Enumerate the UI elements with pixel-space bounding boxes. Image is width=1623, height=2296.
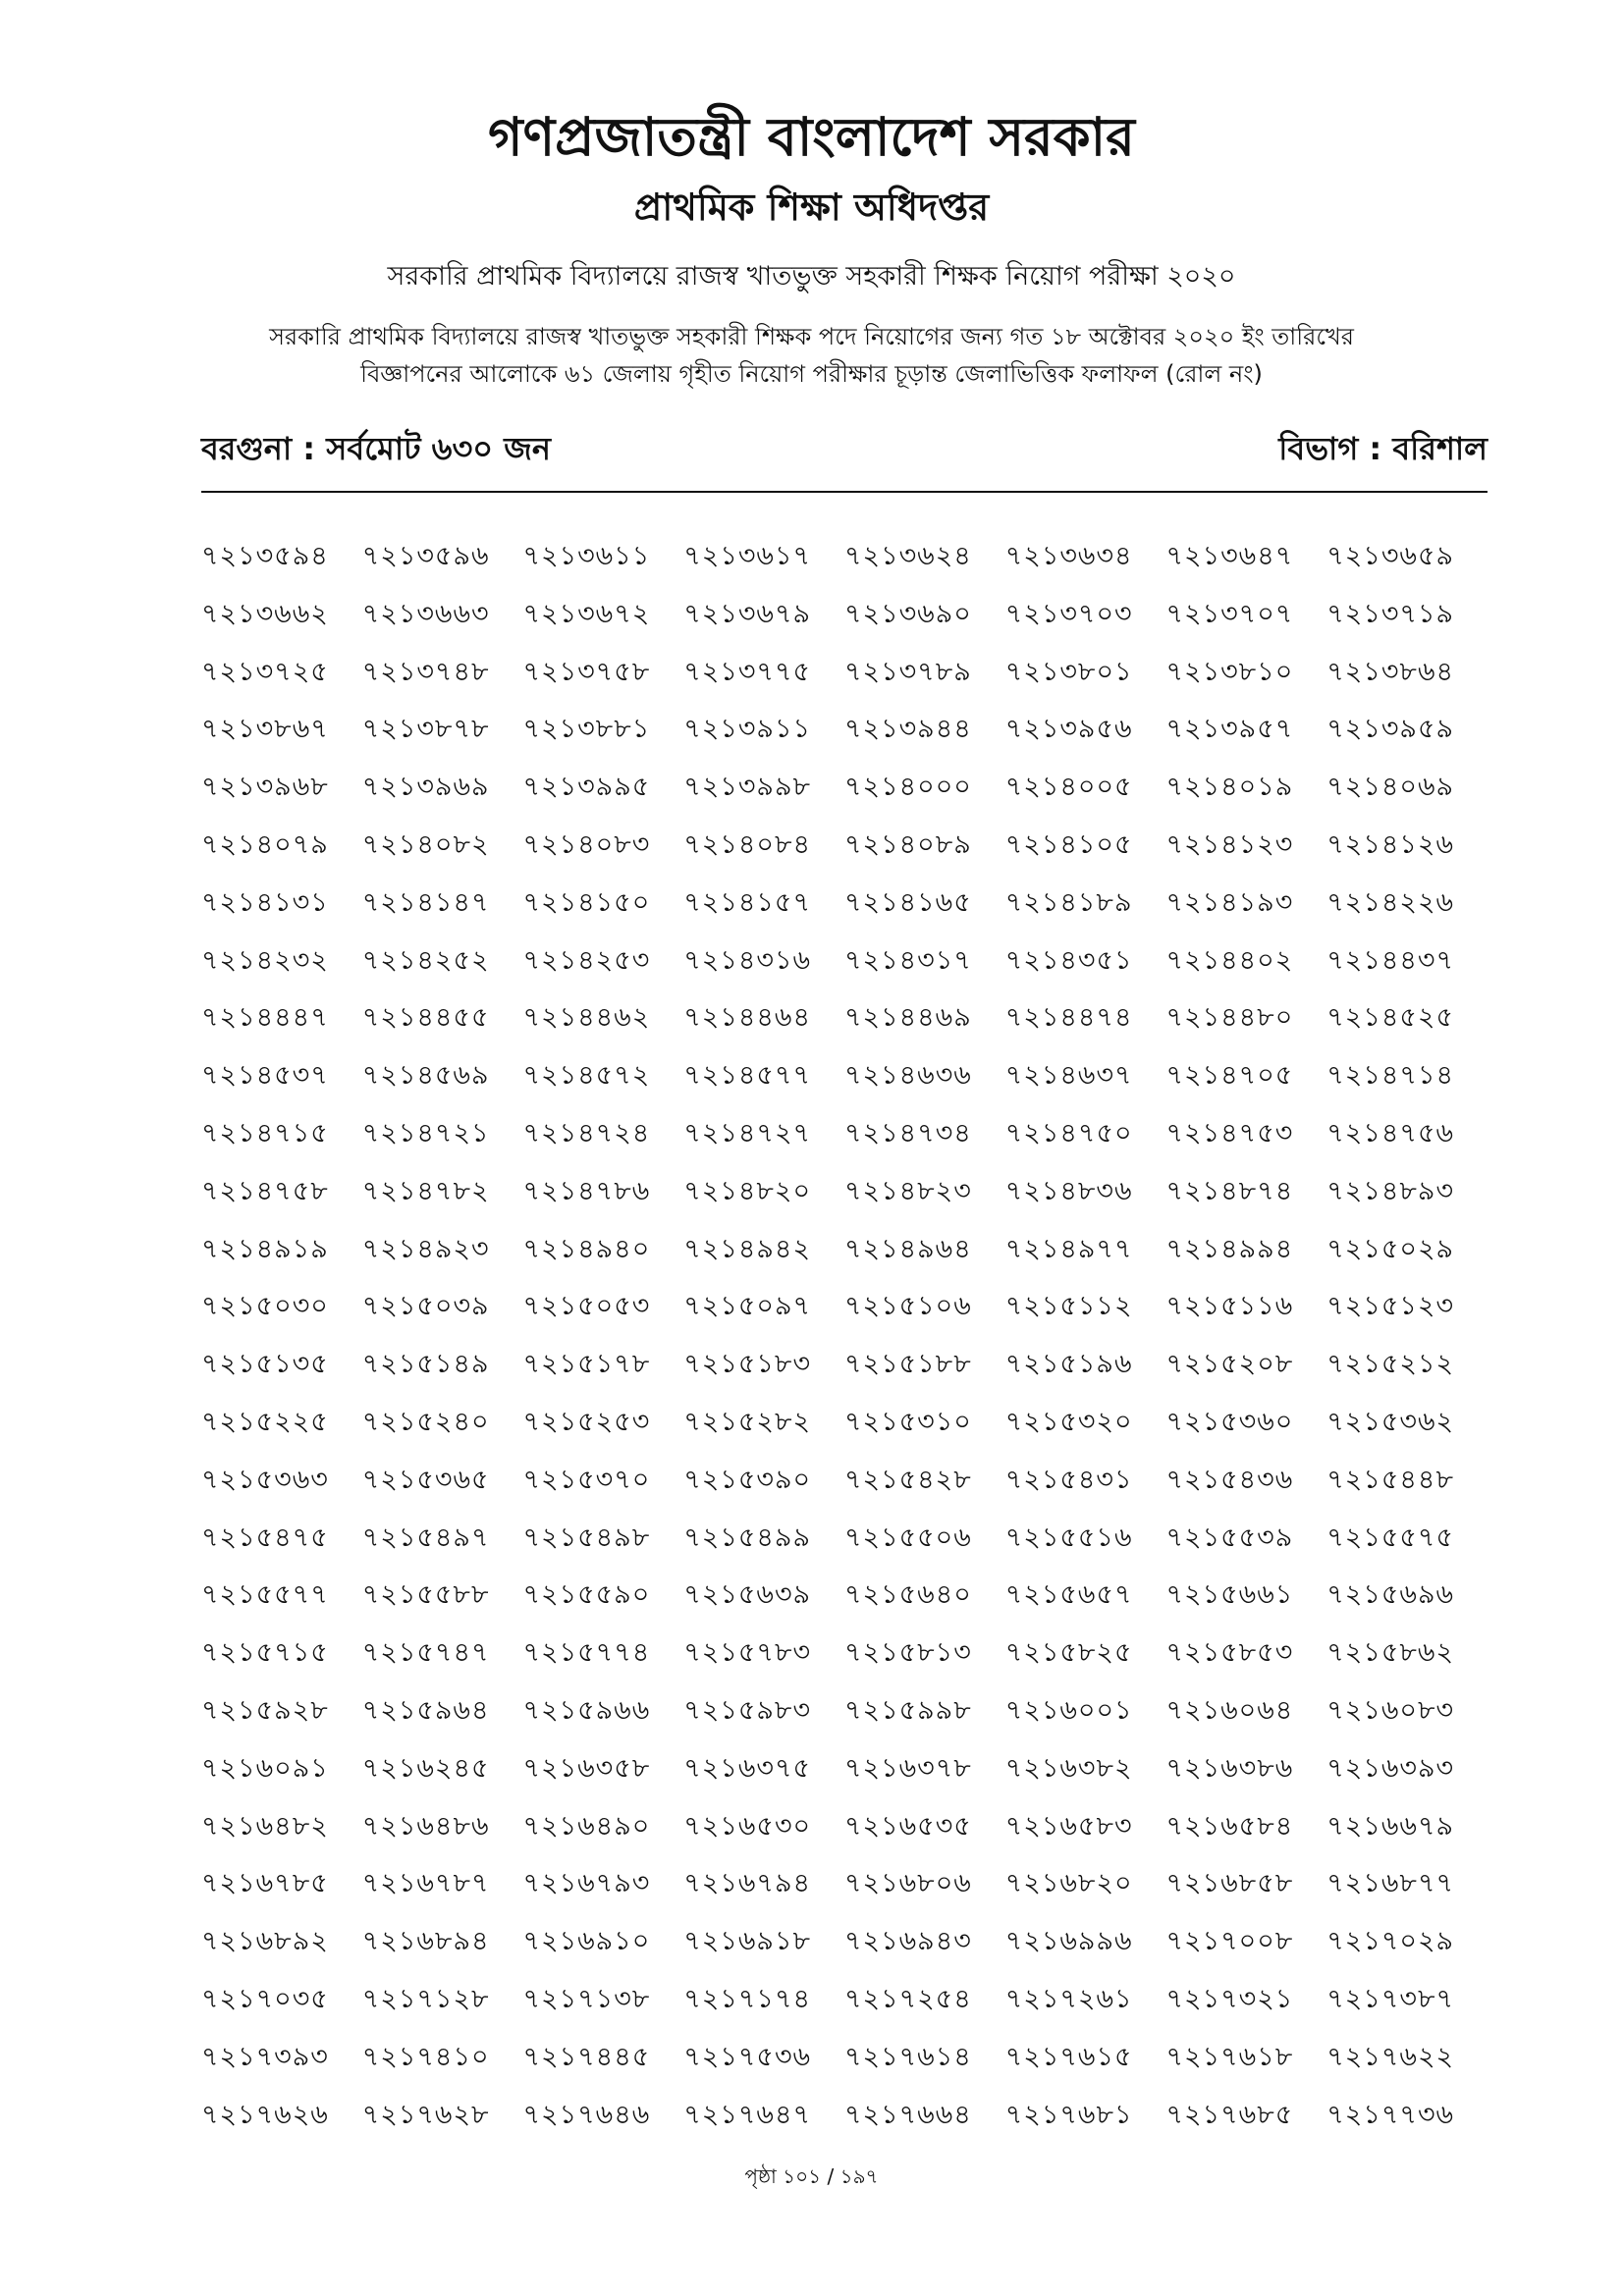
roll-number: ৭২১৫৯৯৮ [844,1694,972,1726]
roll-number: ৭২১৪০০৫ [1004,772,1133,803]
roll-number: ৭২১৪২৫২ [361,944,490,976]
roll-number: ৭২১৩৯৬৯ [361,772,490,803]
roll-number: ৭২১৩৫৯৪ [201,541,329,571]
roll-number-grid [201,528,1488,2144]
roll-number: ৭২১৪১৬৫ [844,886,972,918]
roll-number: ৭২১৪৮৭৪ [1165,1175,1294,1206]
roll-number: ৭২১৫৯২৮ [201,1694,329,1726]
roll-number: ৭২১৫৩৬৫ [361,1464,490,1495]
roll-number: ৭২১৭৬৪৬ [522,2099,651,2130]
roll-number: ৭২১৪১৫০ [522,886,651,918]
roll-number: ৭২১৭৬৬৪ [844,2099,972,2130]
roll-number: ৭২১৩৬২৪ [844,541,972,571]
roll-number: ৭২১৪৯২৩ [361,1233,490,1264]
roll-number: ৭২১৪৭২১ [361,1117,490,1148]
roll-number: ৭২১৫০৯৭ [683,1291,812,1322]
roll-number: ৭২১৭৬২৮ [361,2099,490,2130]
roll-number: ৭২১৫০২৯ [1326,1233,1455,1264]
roll-number: ৭২১৪০৮২ [361,828,490,860]
roll-number: ৭২১৫৪৯৭ [361,1522,490,1553]
roll-number: ৭২১৭৪১০ [361,2041,490,2072]
notice-text [0,318,1623,393]
roll-number: ৭২১৩৮০১ [1004,656,1133,687]
roll-number: ৭২১৪০৭৯ [201,828,329,860]
roll-number: ৭২১৭১৭৪ [683,1983,812,2014]
roll-number: ৭২১৪৯৪০ [522,1233,651,1264]
roll-number: ৭২১৪৭১৫ [201,1117,329,1148]
roll-number: ৭২১৪৭১৪ [1326,1060,1454,1092]
roll-number: ৭২১৪০৮৯ [844,828,972,860]
roll-number: ৭২১৪৭০৫ [1165,1060,1294,1092]
roll-number: ৭২১৩৯৫৭ [1165,714,1294,745]
roll-number: ৭২১৬২৪৫ [361,1752,490,1784]
roll-number: ৭২১৭০০৮ [1165,1926,1294,1957]
roll-number: ৭২১৫৮২৫ [1004,1637,1133,1669]
roll-number: ৭২১৪৪৬৪ [683,1002,811,1034]
roll-number: ৭২১৪১৪৭ [361,886,490,918]
roll-number: ৭২১৪৭৫০ [1004,1117,1133,1148]
roll-number: ৭২১৫৫৭৭ [201,1579,329,1611]
roll-number: ৭২১৩৭৭৫ [683,656,812,687]
roll-number: ৭২১৫৮৬২ [1326,1637,1455,1669]
roll-number: ৭২১৩৬৬৩ [361,598,490,629]
roll-number: ৭২১৫৫৩৯ [1165,1522,1294,1553]
roll-number: ৭২১৫১২৩ [1326,1291,1455,1322]
roll-number: ৭২১৩৯৬৮ [201,772,329,803]
roll-number: ৭২১৬৩৮৬ [1165,1752,1294,1784]
roll-number: ৭২১৫২১২ [1326,1349,1455,1380]
roll-number: ৭২১৩৯৫৯ [1326,714,1454,745]
roll-number: ৭২১৪১৯৩ [1165,886,1294,918]
roll-number: ৭২১৩৯৫৬ [1004,714,1133,745]
roll-number: ৭২১৩৫৯৬ [361,541,490,571]
roll-number: ৭২১৬৪৯০ [522,1810,651,1842]
roll-number: ৭২১৩৯৯৫ [522,772,651,803]
roll-number: ৭২১৪৬৩৭ [1004,1060,1133,1092]
roll-number: ৭২১৫৩২০ [1004,1406,1133,1437]
roll-number: ৭২১৪৪৬২ [522,1002,651,1034]
roll-number: ৭২১৭৬২৬ [201,2099,329,2130]
roll-number: ৭২১৩৮৬৭ [201,714,329,745]
roll-number: ৭২১৪২৩২ [201,944,329,976]
roll-number: ৭২১৬৬৭৯ [1326,1810,1455,1842]
roll-number: ৭২১৩৮৭৮ [361,714,490,745]
roll-number: ৭২১৬৮৭৭ [1326,1868,1455,1899]
roll-number: ৭২১৩৬৯০ [844,598,972,629]
roll-number: ৭২১৬৭৮৫ [201,1868,329,1899]
roll-number: ৭২১৭৬৮৫ [1165,2099,1294,2130]
page-number: পৃষ্ঠা ১০১ / ১৯৭ [744,2164,879,2188]
roll-number: ৭২১৪৭৮৬ [522,1175,651,1206]
roll-number: ৭২১৪৮২০ [683,1175,812,1206]
roll-number: ৭২১৩৮১০ [1165,656,1294,687]
roll-number: ৭২১৬৫৩৫ [844,1810,972,1842]
roll-number: ৭২১৫৬৫৭ [1004,1579,1133,1611]
roll-number: ৭২১৬৭৯৩ [522,1868,651,1899]
roll-number: ৭২১৫৬৬১ [1165,1579,1294,1611]
roll-number: ৭২১৪৫৬৯ [361,1060,490,1092]
roll-number: ৭২১৬৫৮৩ [1004,1810,1133,1842]
roll-number: ৭২১৫৪৯৯ [683,1522,811,1553]
roll-number: ৭২১৫১০৬ [844,1291,972,1322]
roll-number: ৭২১৭৬২২ [1326,2041,1455,2072]
roll-number: ৭২১৪১০৫ [1004,828,1133,860]
roll-number: ৭২১৫২৪০ [361,1406,490,1437]
roll-number: ৭২১৬৩৯৩ [1326,1752,1455,1784]
roll-number: ৭২১৬৩৫৮ [522,1752,651,1784]
roll-number: ৭২১৬০৬৪ [1165,1694,1294,1726]
roll-number: ৭২১৫৪২৮ [844,1464,972,1495]
roll-number: ৭২১৬৪৮৬ [361,1810,490,1842]
roll-number: ৭২১৩৭১৯ [1326,598,1455,629]
exam-title: সরকারি প্রাথমিক বিদ্যালয়ে রাজস্ব খাতভুক্ত সহকারী শিক্ষক নিয়োগ পরীক্ষা ২০২০ [387,261,1236,292]
roll-number: ৭২১৫০৫৩ [522,1291,651,1322]
roll-number: ৭২১৪৯১৯ [201,1233,329,1264]
roll-number: ৭২১৬৮৫৮ [1165,1868,1294,1899]
roll-number: ৭২১৪৩৫১ [1004,944,1133,976]
roll-number: ৭২১৭০২৯ [1326,1926,1455,1957]
government-title: গণপ্রজাতন্ত্রী বাংলাদেশ সরকার [488,106,1135,168]
roll-number: ৭২১৬০০১ [1004,1694,1133,1726]
roll-number: ৭২১৬৩৮২ [1004,1752,1133,1784]
roll-number: ৭২১৫৬৪০ [844,1579,972,1611]
roll-number: ৭২১৫৩৯০ [683,1464,812,1495]
roll-number: ৭২১৪৫৭৭ [683,1060,812,1092]
roll-number: ৭২১৫৯৬৪ [361,1694,490,1726]
roll-number: ৭২১৫৫৭৫ [1326,1522,1454,1553]
roll-number: ৭২১৫৪৭৫ [201,1522,329,1553]
roll-number: ৭২১৫৩৬০ [1165,1406,1294,1437]
roll-number: ৭২১৩৭০৭ [1165,598,1294,629]
roll-number: ৭২১৫৯৮৩ [683,1694,811,1726]
roll-number: ৭২১৭৬১৫ [1004,2041,1133,2072]
roll-number: ৭২১৩৭৪৮ [361,656,490,687]
department-title: প্রাথমিক শিক্ষা অধিদপ্তর [633,186,990,229]
roll-number: ৭২১৬৮২০ [1004,1868,1133,1899]
roll-number: ৭২১৫২২৫ [201,1406,329,1437]
roll-number: ৭২১৬০৯১ [201,1752,329,1784]
district-total: বরগুনা : সর্বমোট ৬৩০ জন [201,430,551,467]
notice-line-2: বিজ্ঞাপনের আলোকে ৬১ জেলায় গৃহীত নিয়োগ পরীক্ষার চূড়ান্ত জেলাভিত্তিক ফলাফল (রোল নং) [360,360,1263,388]
roll-number: ৭২১৩৯১১ [683,714,811,745]
roll-number: ৭২১৩৯৪৪ [844,714,972,745]
roll-number: ৭২১৪০৮৪ [683,828,811,860]
roll-number: ৭২১৪৬৩৬ [844,1060,972,1092]
roll-number: ৭২১৪৪৭৪ [1004,1002,1133,1034]
roll-number: ৭২১৬৮৯২ [201,1926,329,1957]
roll-number: ৭২১৭৫৩৬ [683,2041,812,2072]
roll-number: ৭২১৪২৫৩ [522,944,651,976]
roll-number: ৭২১৬০৮৩ [1326,1694,1455,1726]
roll-number: ৭২১৫৮১৩ [844,1637,972,1669]
roll-number: ৭২১৪৮২৩ [844,1175,972,1206]
roll-number: ৭২১৬৯৯৬ [1004,1926,1133,1957]
roll-number: ৭২১৬৯১৮ [683,1926,811,1957]
roll-number: ৭২১৪৩১৭ [844,944,972,976]
division-label: বিভাগ : বরিশাল [1278,430,1488,467]
roll-number: ৭২১৫০৩৯ [361,1291,490,1322]
roll-number: ৭২১৪৪৮০ [1165,1002,1294,1034]
roll-number: ৭২১৪৭৫৬ [1326,1117,1455,1148]
roll-number: ৭২১৪৪৩৭ [1326,944,1455,976]
roll-number: ৭২১৪৫৩৭ [201,1060,329,1092]
roll-number: ৭২১৭৪৪৫ [522,2041,651,2072]
roll-number: ৭২১৬৮৯৪ [361,1926,490,1957]
roll-number: ৭২১৪২২৬ [1326,886,1455,918]
roll-number: ৭২১৪৭৩৪ [844,1117,972,1148]
roll-number: ৭২১৫১৪৯ [361,1349,490,1380]
district-header [201,424,1488,473]
roll-number: ৭২১৫১৮৮ [844,1349,972,1380]
roll-number: ৭২১৬৩৭৫ [683,1752,812,1784]
roll-number: ৭২১৫৪৪৮ [1326,1464,1454,1495]
roll-number: ৭২১৪১২৩ [1165,828,1294,860]
roll-number: ৭২১৫১১২ [1004,1291,1133,1322]
roll-number: ৭২১৪৩১৬ [683,944,812,976]
roll-number: ৭২১৭৬৪৭ [683,2099,812,2130]
roll-number: ৭২১৭৬১৪ [844,2041,972,2072]
roll-number: ৭২১৫১৩৫ [201,1349,329,1380]
roll-number: ৭২১৪০১৯ [1165,772,1294,803]
roll-number: ৭২১৫৬৩৯ [683,1579,812,1611]
roll-number: ৭২১৪৮৩৬ [1004,1175,1133,1206]
roll-number: ৭২১৪৮৯৩ [1326,1175,1454,1206]
roll-number: ৭২১৫২০৮ [1165,1349,1294,1380]
header-divider [201,491,1488,493]
roll-number: ৭২১৬৫৩০ [683,1810,812,1842]
roll-number: ৭২১৫৭৮৩ [683,1637,812,1669]
roll-number: ৭২১৩৭৫৮ [522,656,651,687]
roll-number: ৭২১৫৫৯০ [522,1579,651,1611]
roll-number: ৭২১৫২৮২ [683,1406,812,1437]
roll-number: ৭২১৬৭৯৪ [683,1868,812,1899]
roll-number: ৭২১৪০৬৯ [1326,772,1455,803]
roll-number: ৭২১৩৭০৩ [1004,598,1133,629]
roll-number: ৭২১৫৩৬২ [1326,1406,1455,1437]
roll-number: ৭২১৫৭৭৪ [522,1637,651,1669]
roll-number: ৭২১৩৭২৫ [201,656,329,687]
roll-number: ৭২১৪৪৬৯ [844,1002,972,1034]
roll-number: ৭২১৫৭১৫ [201,1637,329,1669]
roll-number: ৭২১৬৪৮২ [201,1810,329,1842]
roll-number: ৭২১৫৩৭০ [522,1464,651,1495]
roll-number: ৭২১৩৬১৭ [683,541,812,571]
roll-number: ৭২১৩৮৬৪ [1326,656,1455,687]
roll-number: ৭২১৫৪৯৮ [522,1522,651,1553]
roll-number: ৭২১৩৯৯৮ [683,772,811,803]
roll-number: ৭২১৪৯৭৭ [1004,1233,1133,1264]
roll-number: ৭২১৬৯৪৩ [844,1926,972,1957]
roll-number: ৭২১৬৭৮৭ [361,1868,490,1899]
roll-number: ৭২১৪৯৬৪ [844,1233,972,1264]
roll-number: ৭২১৪৪৫৫ [361,1002,490,1034]
roll-number: ৭২১৪৯৯৪ [1165,1233,1294,1264]
roll-number: ৭২১৬৮০৬ [844,1868,972,1899]
notice-line-1: সরকারি প্রাথমিক বিদ্যালয়ে রাজস্ব খাতভুক্ত সহকারী শিক্ষক পদে নিয়োগের জন্য গত ১৮ অক্টোবর ২০২০ ইং তারিখের [269,323,1354,350]
roll-number: ৭২১৫২৫৩ [522,1406,651,1437]
roll-number: ৭২১৬৩৭৮ [844,1752,972,1784]
roll-number: ৭২১৪১৩১ [201,886,329,918]
roll-number: ৭২১৭২৬১ [1004,1983,1133,2014]
roll-number: ৭২১৭৩৯৩ [201,2041,329,2072]
roll-number: ৭২১৪৭৫৩ [1165,1117,1294,1148]
roll-number: ৭২১৩৭৮৯ [844,656,972,687]
roll-number: ৭২১৫০৩০ [201,1291,329,1322]
roll-number: ৭২১৩৬৬২ [201,598,329,629]
roll-number: ৭২১৪৭২৪ [522,1117,651,1148]
roll-number: ৭২১৫৩৬৩ [201,1464,329,1495]
roll-number: ৭২১৭১২৮ [361,1983,490,2014]
roll-number: ৭২১৭৬৮১ [1004,2099,1133,2130]
roll-number: ৭২১৫৩১০ [844,1406,972,1437]
roll-number: ৭২১৭১৩৮ [522,1983,651,2014]
roll-number: ৭২১৩৬৪৭ [1165,541,1294,571]
roll-number: ৭২১৪৪৪৭ [201,1002,329,1034]
roll-number: ৭২১৭৭৩৬ [1326,2099,1455,2130]
roll-number: ৭২১৩৬৩৪ [1004,541,1133,571]
roll-number: ৭২১৫৯৬৬ [522,1694,651,1726]
roll-number: ৭২১৫১৭৮ [522,1349,651,1380]
roll-number: ৭২১৬৫৮৪ [1165,1810,1294,1842]
roll-number: ৭২১৫৫০৬ [844,1522,972,1553]
roll-number: ৭২১৪৭৮২ [361,1175,490,1206]
roll-number: ৭২১৫৪৩১ [1004,1464,1133,1495]
roll-number: ৭২১৫৭৪৭ [361,1637,490,1669]
roll-number: ৭২১৫৬৯৬ [1326,1579,1455,1611]
roll-number: ৭২১৬৯১০ [522,1926,651,1957]
roll-number: ৭২১৫৮৫৩ [1165,1637,1294,1669]
roll-number: ৭২১৭০৩৫ [201,1983,329,2014]
roll-number: ৭২১৫১৮৩ [683,1349,811,1380]
roll-number: ৭২১৫১১৬ [1165,1291,1294,1322]
roll-number: ৭২১৪৫২৫ [1326,1002,1454,1034]
roll-number: ৭২১৭৬১৮ [1165,2041,1294,2072]
roll-number: ৭২১৭৩৮৭ [1326,1983,1455,2014]
roll-number: ৭২১৫৪৩৬ [1165,1464,1294,1495]
roll-number: ৭২১৩৬৭৯ [683,598,812,629]
roll-number: ৭২১৪৭২৭ [683,1117,812,1148]
roll-number: ৭২১৩৬১১ [522,541,651,571]
roll-number: ৭২১৪৭৫৮ [201,1175,329,1206]
roll-number: ৭২১৫৫১৬ [1004,1522,1133,1553]
roll-number: ৭২১৭৩২১ [1165,1983,1294,2014]
roll-number: ৭২১৪৪০২ [1165,944,1294,976]
roll-number: ৭২১৩৬৫৯ [1326,541,1455,571]
roll-number: ৭২১৫১৯৬ [1004,1349,1133,1380]
roll-number: ৭২১৪১৮৯ [1004,886,1133,918]
roll-number: ৭২১৪০০০ [844,772,972,803]
roll-number: ৭২১৪০৮৩ [522,828,651,860]
roll-number: ৭২১৩৮৮১ [522,714,651,745]
roll-number: ৭২১৩৬৭২ [522,598,651,629]
roll-number: ৭২১৪১২৬ [1326,828,1455,860]
roll-number: ৭২১৫৫৮৮ [361,1579,490,1611]
roll-number: ৭২১৪৫৭২ [522,1060,651,1092]
roll-number: ৭২১৭২৫৪ [844,1983,972,2014]
roll-number: ৭২১৪৯৪২ [683,1233,811,1264]
roll-number: ৭২১৪১৫৭ [683,886,811,918]
